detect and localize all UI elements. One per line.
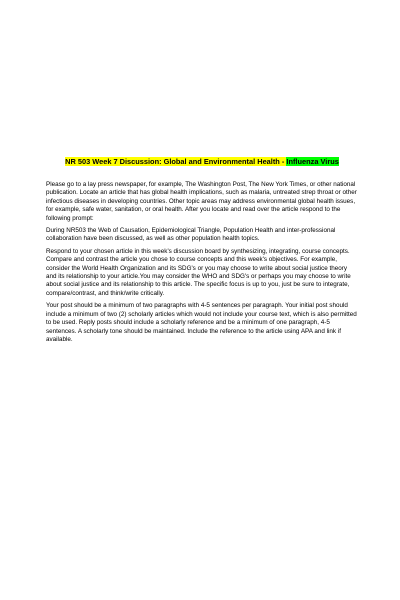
- paragraph-3: Respond to your chosen article in this week's discussion board by synthesizing, integrating, course concepts. Compare and contrast the article you chose to course concepts and this week's objectives. For example, consider the World Health Organization and its SDG's or you may choose to write about social justice theory and its relationship to your article.You may consider the WHO and SDG's or perhaps you may choose to write about social justice and its relationship to this article. The specific focus is up to you, just be sure to integrate, compare/contrast, and think/write critically.: [46, 247, 351, 297]
- paragraph-4: Your post should be a minimum of two paragraphs with 4-5 sentences per paragraph. Your initial post should include a minimum of two (2) scholarly articles which would not include your course text, which is also permitted to be used. Reply posts should include a scholarly reference and be a minimum of one paragraph, 4-5 sentences. A scholarly tone should be maintained. Include the reference to the article using APA and link if available.: [46, 302, 357, 343]
- title-main: NR 503 Week 7 Discussion: Global and Environmental Health: [65, 157, 280, 166]
- paragraph-1: Please go to a lay press newspaper, for example, The Washington Post, The New York Times, or other national publication. Locate an article that has global health implications, such as malaria, untreated strep throat or other infectious diseases in developing countries. Other topic areas may address environmental global health issues, for example, safe water, sanitation, or oral health. After you locate and read over the article respond to the following prompt:: [46, 181, 357, 222]
- document-title: [46, 157, 358, 167]
- document-body: [46, 157, 358, 348]
- title-separator: -: [279, 157, 287, 166]
- paragraph-2: During NR503 the Web of Causation, Epidemiological Triangle, Population Health and inter-professional collaboration have been discussed, as well as other population health topics.: [46, 227, 336, 243]
- title-highlight: Influenza Virus: [286, 157, 339, 166]
